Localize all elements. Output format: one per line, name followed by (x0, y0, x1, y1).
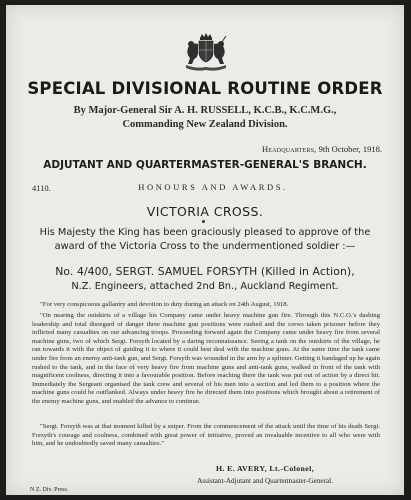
section-heading: HONOURS AND AWARDS. (138, 182, 288, 192)
citation-paragraph-1: "For very conspicuous gallantry and devotion to duty during an attack on 24th August, 1918. (40, 301, 289, 308)
order-title: SPECIAL DIVISIONAL ROUTINE ORDER (27, 79, 383, 98)
branch-heading: ADJUTANT AND QUARTERMASTER-GENERAL'S BRANCH. (43, 159, 367, 171)
headquarters-label: Headquarters, (261, 144, 317, 154)
recipient-unit: N.Z. Engineers, attached 2nd Bn., Auckland Regiment. (71, 281, 339, 292)
citation-paragraph-3: "Sergt. Forsyth was at that moment killed by a sniper. From the commencement of the attack until the time of his death Sergt. Forsyth's courage and coolness, combined with great power of initiative, proved an invaluable incentive to all who were with him, and he undoubtedly saved many casualties." (32, 423, 380, 448)
signatory-role: Assistant-Adjutant and Quartermaster-General. (197, 477, 333, 485)
headquarters-date (262, 144, 382, 154)
signatory-name: H. E. AVERY, Lt.-Colonel, (215, 464, 315, 473)
award-heading: VICTORIA CROSS. (146, 204, 264, 219)
order-byline: By Major-General Sir A. H. RUSSELL, K.C.B., K.C.M.G., (73, 105, 337, 116)
order-date: 9th October, 1918. (316, 144, 382, 154)
award-announcement: His Majesty the King has been graciously pleased to approve of the award of the Victoria Cross to the undermentioned soldier :— (39, 227, 371, 252)
citation-paragraph-2: "On nearing the outskirts of a village his Company came under heavy machine gun fire. Through this N.C.O.'s dashing leadership and total disregard of danger three machine gun positions were rushed and the crews taken prisoner before they inflicted many casualties on our advancing troops. Proceeding forward again the Company came under heavy fire from several machine guns, two of which Sergt. Forsyth located by a daring reconnaissance. Seeing a tank on the outskirts of the village, he ran towards it with the object of guiding it to where it could best deal with the machine guns. At the same time the tank came under fire from an enemy anti-tank gun, and Sergt. Forsyth was wounded in the arm by a splinter. Getting it bandaged up he again rushed to the tank, and in the face of very heavy fire from machine guns and anti-tank guns, walked in front of the tank with magnificent coolness, directing it into a favourable position. Before reaching there the tank was put out of action by a direct hit. Immediately the Sergeant organised the tank crew and several of his men into a section and led them to a position where the machine guns could be outflanked. Always under heavy fire he directed them into positions which brought about a retirement of the enemy machine guns, and enabled the advance to continue. (32, 312, 380, 405)
order-command: Commanding New Zealand Division. (122, 119, 288, 130)
order-number: 4110. (32, 183, 51, 193)
royal-coat-of-arms-icon (176, 32, 236, 72)
printer-mark: N Z. Div. Press. (30, 487, 69, 493)
bullet-dot (202, 220, 205, 223)
routine-order-sheet (6, 5, 404, 495)
recipient-name: No. 4/400, SERGT. SAMUEL FORSYTH (Killed in Action), (55, 265, 355, 278)
